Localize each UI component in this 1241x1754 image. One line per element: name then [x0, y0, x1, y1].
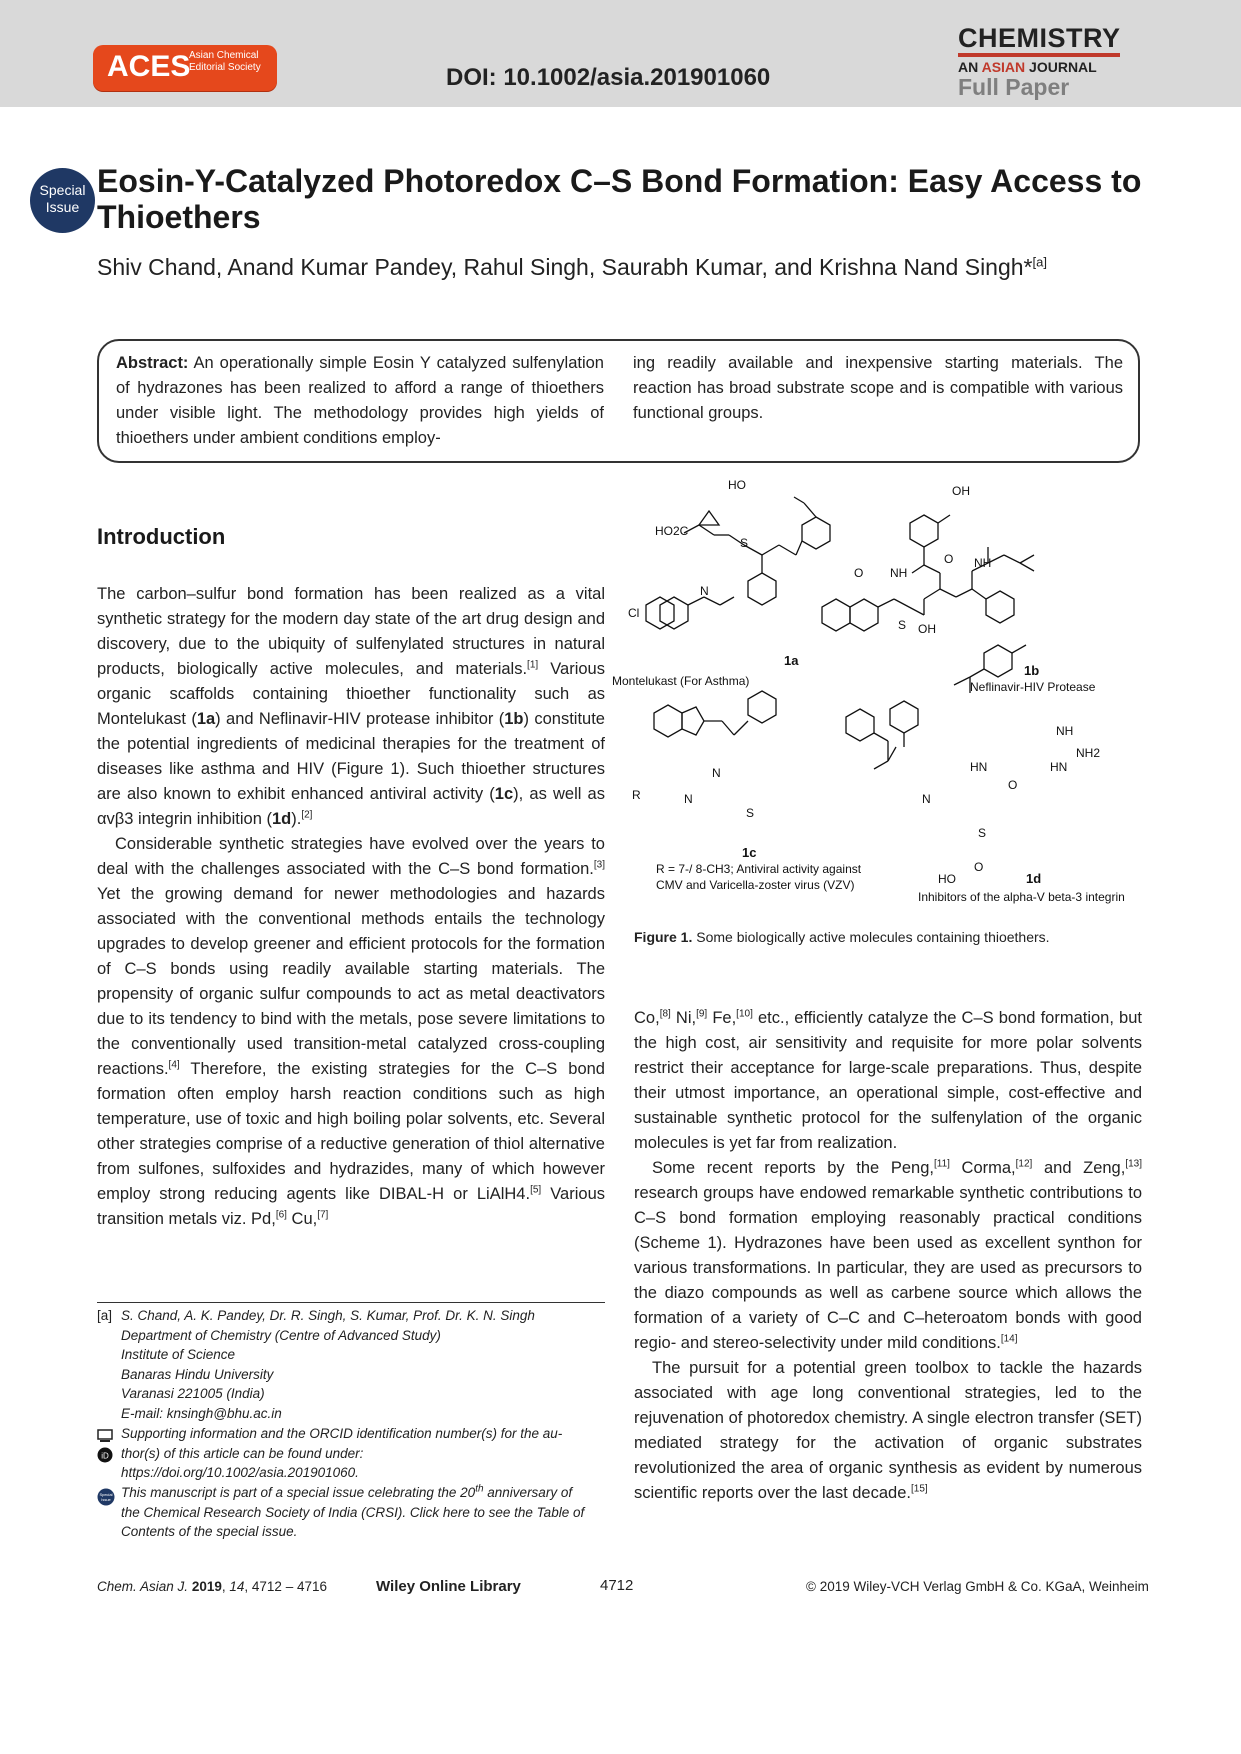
- special-issue-badge: [30, 168, 95, 233]
- compound-label: 1d: [1026, 871, 1042, 886]
- affiliation-line: Department of Chemistry (Centre of Advanced Study): [121, 1327, 441, 1343]
- atom-label: NH2: [1076, 746, 1101, 760]
- aces-logo-sub2: Editorial Society: [189, 62, 261, 73]
- abstract-left: [116, 351, 604, 451]
- citation[interactable]: [5]: [530, 1184, 542, 1196]
- authors-text: Shiv Chand, Anand Kumar Pandey, Rahul Singh, Saurabh Kumar, and Krishna Nand Singh*: [97, 254, 1033, 280]
- atom-label: HO: [728, 478, 746, 492]
- compound-desc: R = 7-/ 8-CH3; Antiviral activity against: [656, 862, 862, 876]
- atom-label: R: [632, 788, 641, 802]
- citation[interactable]: [14]: [1000, 1333, 1018, 1345]
- compound-label: 1b: [1024, 663, 1040, 678]
- journal-brand: [958, 24, 1228, 99]
- affiliation-line: S. Chand, A. K. Pandey, Dr. R. Singh, S. Kumar, Prof. Dr. K. N. Singh: [121, 1308, 535, 1323]
- svg-text:Special: Special: [99, 1492, 113, 1497]
- structure-1d: [846, 645, 1026, 769]
- supporting-info: [121, 1424, 621, 1483]
- affiliation-line: Varanasi 221005 (India): [121, 1386, 265, 1401]
- aces-logo: [93, 45, 277, 91]
- article-title: Eosin-Y-Catalyzed Photoredox C–S Bond Formation: Easy Access to Thioethers: [97, 163, 1142, 235]
- computer-icon: [97, 1428, 113, 1444]
- aces-logo-sub1: Asian Chemical: [189, 50, 259, 61]
- compound-label: 1c: [742, 845, 757, 860]
- aces-logo-subtitle: [189, 50, 261, 74]
- body-right-column: [634, 1006, 1142, 1506]
- affiliation: [121, 1306, 621, 1423]
- abstract-label: Abstract:: [116, 354, 189, 372]
- atom-label: N: [712, 766, 721, 780]
- compound-name: Neflinavir-HIV Protease: [970, 680, 1096, 694]
- figure-1: [612, 478, 1154, 915]
- page-number: 4712: [600, 1577, 634, 1594]
- journal-asian: ASIAN: [981, 59, 1026, 75]
- citation[interactable]: [12]: [1015, 1158, 1033, 1170]
- structure-1a: [646, 497, 830, 629]
- journal-name: CHEMISTRY: [958, 23, 1121, 53]
- paragraph: Co,[8] Ni,[9] Fe,[10] etc., efficiently catalyze the C–S bond formation, but the high cost, air sensitivity and requisite for more polar solvents restrict their acceptance for large-scale preparations. Thus, despite their utmost importance, an operational simple, cost-effective and sustainable synthetic protocol for the sulfenylation of the organic molecules is yet far from realization.: [634, 1008, 1142, 1152]
- atom-label: O: [1008, 778, 1018, 792]
- compound-label: 1a: [784, 653, 799, 668]
- atom-label: OH: [952, 484, 970, 498]
- citation[interactable]: [3]: [593, 859, 605, 871]
- badge-line1: Special: [39, 182, 86, 198]
- paragraph: Some recent reports by the Peng,[11] Corma,[12] and Zeng,[13] research groups have endowed remarkable synthetic contributions to C–S bond formation employing reasonably practical conditions (Scheme 1). Hydrazones have been used as excellent synthon for various transformations. In particular, they are used as precursors to the diazo compounds as well as carbene source which allows the formation of a variety of C–C and C–heteroatom bonds with good regio- and stereo-selectivity under mild conditions.[14]: [634, 1158, 1143, 1352]
- atom-label: S: [898, 618, 907, 632]
- special-note-line[interactable]: the Chemical Research Society of India (CRSI). Click here to see the Table of: [121, 1504, 585, 1520]
- compound-ref: 1a: [196, 710, 216, 728]
- figure-caption-text: Some biologically active molecules containing thioethers.: [692, 929, 1050, 945]
- orcid-icon: [97, 1447, 113, 1463]
- page-header: [0, 0, 1241, 107]
- compound-ref: 1d: [271, 810, 292, 828]
- atom-label: O: [944, 552, 954, 566]
- affiliation-line: Banaras Hindu University: [121, 1366, 274, 1382]
- affiliation-line: Institute of Science: [121, 1347, 236, 1362]
- atom-label: N: [684, 792, 693, 806]
- atom-label: NH: [974, 556, 992, 570]
- atom-label: N: [922, 792, 931, 806]
- atom-label: HN: [1050, 760, 1068, 774]
- structure-1c: [654, 691, 776, 737]
- support-link[interactable]: https://doi.org/10.1002/asia.201901060.: [121, 1465, 359, 1480]
- doi[interactable]: DOI: 10.1002/asia.201901060: [446, 64, 771, 91]
- citation[interactable]: [9]: [696, 1008, 708, 1020]
- footnote-rule: [97, 1302, 605, 1303]
- support-line: Supporting information and the ORCID identification number(s) for the au-: [121, 1426, 563, 1441]
- compound-name: Montelukast (For Asthma): [612, 674, 750, 688]
- aces-logo-text: ACES: [107, 50, 191, 83]
- atom-label: NH: [890, 566, 908, 580]
- abstract-right: ing readily available and inexpensive starting materials. The reaction has broad substrate scope and is compatible with various functional groups.: [633, 354, 1123, 422]
- citation[interactable]: [7]: [317, 1209, 329, 1221]
- atom-label: S: [746, 806, 755, 820]
- atom-label: Cl: [628, 606, 640, 620]
- special-note-line: Contents of the special issue.: [121, 1524, 298, 1539]
- compound-ref: 1b: [504, 710, 524, 728]
- svg-text:iD: iD: [101, 1451, 109, 1461]
- authors-affil: [a]: [1032, 254, 1047, 270]
- journal-subname: [958, 59, 1228, 75]
- journal-an: AN: [958, 59, 982, 75]
- journal-journal: JOURNAL: [1025, 59, 1097, 75]
- copyright: © 2019 Wiley-VCH Verlag GmbH & Co. KGaA, Weinheim: [806, 1579, 1149, 1594]
- footnote-tag: [a]: [97, 1308, 113, 1323]
- figure-caption: [634, 929, 1050, 945]
- citation[interactable]: [11]: [933, 1158, 950, 1170]
- atom-label: NH: [1056, 724, 1074, 738]
- citation[interactable]: [8]: [659, 1008, 671, 1020]
- atom-label: HO: [938, 872, 956, 886]
- figure-caption-label: Figure 1.: [634, 929, 693, 945]
- compound-desc: CMV and Varicella-zoster virus (VZV): [656, 878, 855, 892]
- wiley-online-library[interactable]: Wiley Online Library: [376, 1578, 521, 1595]
- atom-label: OH: [918, 622, 936, 636]
- citation[interactable]: [4]: [168, 1059, 180, 1071]
- author-list: [97, 254, 1047, 281]
- body-left-column: [97, 582, 605, 1232]
- citation[interactable]: [15]: [910, 1483, 928, 1495]
- section-heading: Introduction: [97, 524, 226, 549]
- atom-label: S: [978, 826, 987, 840]
- paragraph: The carbon–sulfur bond formation has been realized as a vital synthetic strategy for the modern day state of the art drug design and discovery, due to the ubiquity of sulfenylated structures in natural products, biologically active molecules, and materials.[1] Various organic scaffolds containing thioether functionality such as Montelukast (1a) and Neflinavir-HIV protease inhibitor (1b) constitute the potential ingredients of medicinal therapies for the treatment of diseases like asthma and HIV (Figure 1). Such thioether structures are also known to exhibit enhanced antiviral activity (1c), as well as αvβ3 integrin inhibition (1d).[2]: [97, 585, 605, 828]
- citation[interactable]: [13]: [1125, 1158, 1143, 1170]
- citation[interactable]: [1]: [527, 659, 539, 671]
- paragraph: The pursuit for a potential green toolbox to tackle the hazards associated with age long conventional strategies, led to the rejuvenation of photoredox chemistry. A single electron transfer (SET) mediated strategy for the activation of organic substrates revolutionized the area of organic synthesis as evident by numerous scientific reports over the last decade.[15]: [634, 1359, 1142, 1502]
- email[interactable]: E-mail: knsingh@bhu.ac.in: [121, 1405, 282, 1421]
- special-issue-note: This manuscript is part of a special issue celebrating the 20th anniversary of the Chemical Research Society of India (CRSI). Click here to see the Table of Contents of the special issue.: [121, 1483, 621, 1542]
- compound-name: Inhibitors of the alpha-V beta-3 integrin: [918, 890, 1125, 904]
- citation[interactable]: [10]: [736, 1008, 753, 1020]
- journal-rule: [958, 53, 1120, 57]
- citation[interactable]: [6]: [275, 1209, 287, 1221]
- svg-text:Issue: Issue: [101, 1497, 111, 1502]
- atom-label: HN: [970, 760, 988, 774]
- atom-label: O: [854, 566, 864, 580]
- support-line: thor(s) of this article can be found under:: [121, 1445, 364, 1461]
- compound-ref: 1c: [494, 785, 514, 803]
- paragraph: Considerable synthetic strategies have evolved over the years to deal with the challenges associated with the C–S bond formation.[3] Yet the growing demand for newer methodologies and hazards associated with the conventional methods entails the technology upgrades to develop greener and efficient protocols for the formation of C–S bonds using readily available starting materials. The propensity of organic sulfur compounds to act as metal deactivators due to its tendency to bind with the metals, pose severe limitations to the conventionally used transition-metal catalyzed cross-coupling reactions.[4] Therefore, the existing strategies for the C–S bond formation often employ harsh reaction conditions such as high temperature, use of toxic and high boiling polar solvents, etc. Several other strategies comprise of a reductive generation of thiol alternative from sulfones, sulfoxides and hydrazides, many of which however employ strong reducing agents like DIBAL-H or LiAlH4.[5] Various transition metals viz. Pd,[6] Cu,[7]: [97, 835, 605, 1228]
- article-type: Full Paper: [958, 74, 1070, 100]
- special-issue-icon: [97, 1488, 115, 1506]
- abstract-left-text: An operationally simple Eosin Y catalyzed sulfenylation of hydrazones has been realized to afford a range of thioethers under visible light. The methodology provides high yields of thioethers under ambient conditions employ-: [116, 354, 604, 447]
- abstract-box: [97, 339, 1140, 463]
- atom-label: N: [700, 584, 709, 598]
- citation-footer: Chem. Asian J. 2019, 14, 4712 – 4716: [97, 1579, 327, 1594]
- citation[interactable]: [2]: [301, 809, 313, 821]
- atom-label: HO2C: [655, 524, 689, 538]
- badge-line2: Issue: [45, 199, 80, 215]
- atom-label: S: [740, 536, 749, 550]
- atom-label: O: [974, 860, 984, 874]
